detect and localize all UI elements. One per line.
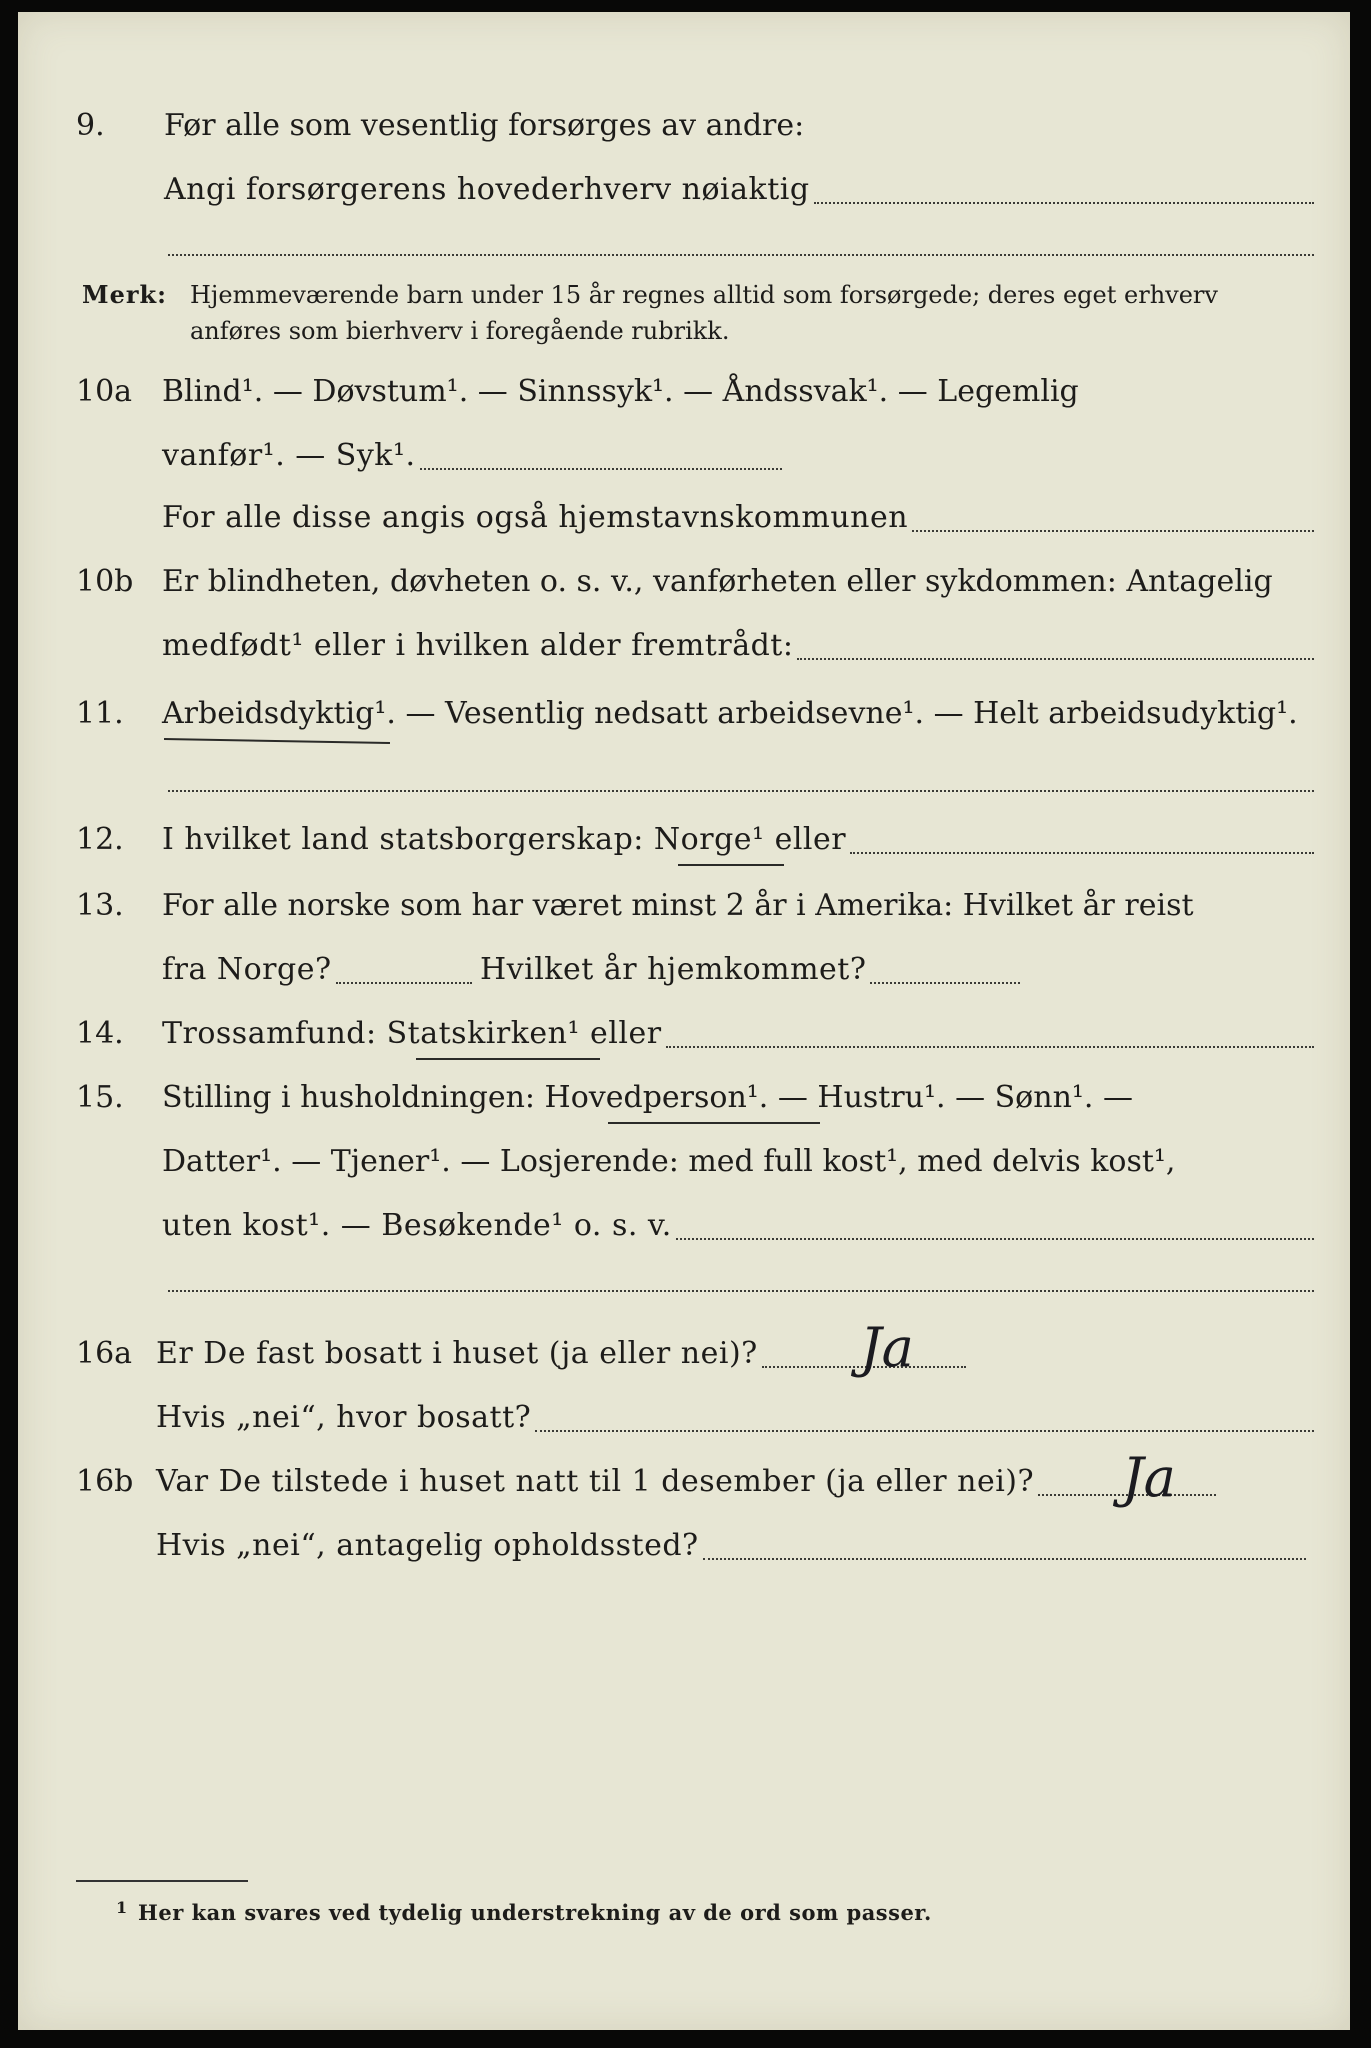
q16b-line2-row bbox=[156, 1528, 1306, 1568]
q15-line3: uten kost¹. — Besøkende¹ o. s. v. bbox=[162, 1208, 672, 1243]
q16a-line1-row bbox=[156, 1336, 966, 1376]
q13-line2a-row bbox=[162, 952, 472, 992]
q16a-line1: Er De fast bosatt i huset (ja eller nei)? bbox=[156, 1336, 758, 1371]
q10a-number: 10a bbox=[76, 374, 133, 409]
q9-line2: Angi forsørgerens hovederhverv nøiaktig bbox=[164, 172, 810, 207]
q10a-line1: Blind¹. — Døvstum¹. — Sinnssyk¹. — Åndssvak¹. — Legemlig bbox=[162, 374, 1079, 409]
q16a-handwritten-answer: Ja bbox=[860, 1316, 914, 1379]
q14-answer-field[interactable] bbox=[666, 1046, 1314, 1048]
footnote-divider bbox=[76, 1880, 248, 1882]
q9-line1: Før alle som vesentlig forsørges av andre: bbox=[164, 108, 805, 143]
q16b-location-field[interactable] bbox=[703, 1558, 1306, 1560]
q10a-sick-field[interactable] bbox=[420, 468, 782, 470]
merk-line1: Hjemmeværende barn under 15 år regnes alltid som forsørgede; deres eget erhverv bbox=[190, 281, 1218, 309]
q9-answer-line[interactable] bbox=[168, 254, 1314, 256]
q14-row bbox=[162, 1016, 1314, 1056]
q16b-line2: Hvis „nei“, antagelig opholdssted? bbox=[156, 1528, 699, 1563]
q10b-line2-row bbox=[162, 628, 1314, 668]
q12-answer-field[interactable] bbox=[850, 852, 1314, 854]
merk-line2: anføres som bierhverv i foregående rubrikk. bbox=[190, 317, 730, 345]
q15-line3-row bbox=[162, 1208, 1314, 1248]
q11-answer-line[interactable] bbox=[168, 790, 1314, 792]
q15-line1: Stilling i husholdningen: Hovedperson¹. — Hustru¹. — Sønn¹. — bbox=[162, 1080, 1133, 1115]
q15-line2: Datter¹. — Tjener¹. — Losjerende: med full kost¹, med delvis kost¹, bbox=[162, 1144, 1176, 1179]
q14-text: Trossamfund: Statskirken¹ eller bbox=[162, 1016, 662, 1051]
census-form-page bbox=[18, 12, 1350, 2030]
q13-line2a: fra Norge? bbox=[162, 952, 332, 987]
q16a-line2: Hvis „nei“, hvor bosatt? bbox=[156, 1400, 532, 1435]
merk-label: Merk: bbox=[82, 280, 167, 309]
q16b-line1: Var De tilstede i huset natt til 1 desember (ja eller nei)? bbox=[156, 1464, 1035, 1499]
q13-line2b-row bbox=[480, 952, 1020, 992]
q13-line2b: Hvilket år hjemkommet? bbox=[480, 952, 867, 987]
q13-line1: For alle norske som har været minst 2 år i Amerika: Hvilket år reist bbox=[162, 888, 1194, 923]
q15-answer-line[interactable] bbox=[168, 1290, 1314, 1292]
q16a-line2-row bbox=[156, 1400, 1314, 1440]
q11-number: 11. bbox=[76, 696, 124, 731]
footnote-text: Her kan svares ved tydelig understrekning av de ord som passer. bbox=[138, 1900, 932, 1925]
q12-text: I hvilket land statsborgerskap: Norge¹ eller bbox=[162, 822, 847, 857]
q10b-line1: Er blindheten, døvheten o. s. v., vanførheten eller sykdommen: Antagelig bbox=[162, 564, 1273, 599]
q13-number: 13. bbox=[76, 888, 124, 923]
q16b-handwritten-answer: Ja bbox=[1122, 1446, 1176, 1509]
q9-answer-field[interactable] bbox=[814, 202, 1314, 204]
q10b-answer-field[interactable] bbox=[797, 658, 1314, 660]
q16b-number: 16b bbox=[76, 1464, 134, 1499]
q11-text: Arbeidsdyktig¹. — Vesentlig nedsatt arbeidsevne¹. — Helt arbeidsudyktig¹. bbox=[162, 696, 1298, 731]
q12-row bbox=[162, 822, 1314, 862]
q15-number: 15. bbox=[76, 1080, 124, 1115]
q13-return-field[interactable] bbox=[870, 982, 1020, 984]
q16b-line1-row bbox=[156, 1464, 1216, 1504]
q10a-hometown-field[interactable] bbox=[912, 530, 1314, 532]
q10a-line2: vanfør¹. — Syk¹. bbox=[162, 438, 416, 473]
q12-number: 12. bbox=[76, 822, 124, 857]
footnote-mark: 1 bbox=[116, 1898, 128, 1917]
q9-number: 9. bbox=[76, 108, 105, 143]
merk-note bbox=[82, 276, 167, 314]
q14-number: 14. bbox=[76, 1016, 124, 1051]
q15-answer-field[interactable] bbox=[676, 1238, 1314, 1240]
q10a-line2-row bbox=[162, 438, 782, 478]
q9-line2-row bbox=[164, 172, 1314, 212]
q10b-number: 10b bbox=[76, 564, 134, 599]
q13-departure-field[interactable] bbox=[336, 982, 472, 984]
q11-underline-mark bbox=[164, 738, 390, 744]
q16a-residence-field[interactable] bbox=[535, 1430, 1314, 1432]
q10b-line2: medfødt¹ eller i hvilken alder fremtrådt: bbox=[162, 628, 794, 663]
q12-underline-mark bbox=[678, 864, 784, 866]
q10a-line3-row bbox=[162, 500, 1314, 540]
q14-underline-mark bbox=[416, 1058, 600, 1060]
q16a-number: 16a bbox=[76, 1336, 133, 1371]
q10a-line3: For alle disse angis også hjemstavnskommunen bbox=[162, 500, 909, 535]
q15-underline-mark bbox=[608, 1122, 820, 1124]
